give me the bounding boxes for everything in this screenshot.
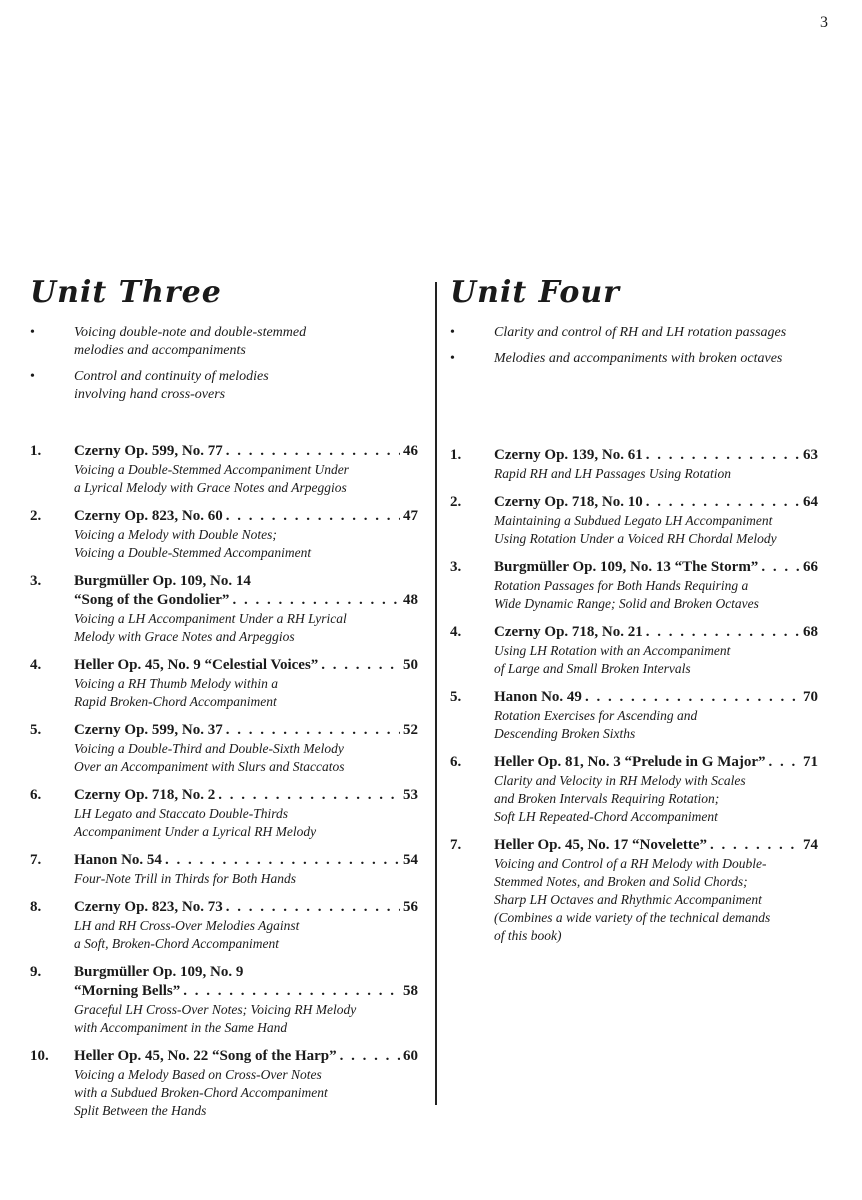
dot-leader [340,1047,400,1066]
dot-leader [226,507,400,526]
unit-three-title: Unit Three [30,275,222,310]
piece-entry [30,572,418,646]
piece-entry [30,851,418,888]
piece-description: Using LH Rotation with an Accompaniment of Large and Small Broken Intervals [494,643,731,676]
piece-description: Rotation Passages for Both Hands Requiring a Wide Dynamic Range; Solid and Broken Octaves [494,578,759,611]
dot-leader [226,442,400,461]
piece-page-number: 58 [403,983,418,999]
piece-title: Hanon No. 49 [494,689,582,705]
piece-description: LH and RH Cross-Over Melodies Against a Soft, Broken-Chord Accompaniment [74,918,300,951]
piece-number: 3. [450,559,462,575]
dot-leader [232,591,400,610]
piece-number: 2. [450,494,462,510]
piece-title: Czerny Op. 139, No. 61 [494,447,643,463]
piece-entry [450,558,818,613]
piece-page-number: 66 [803,559,818,575]
piece-entry [30,786,418,841]
piece-description: Voicing a Double-Stemmed Accompaniment Under a Lyrical Melody with Grace Notes and Arpeggios [74,462,349,495]
piece-description: Rotation Exercises for Ascending and Descending Broken Sixths [494,708,698,741]
piece-entry [450,688,818,743]
piece-title-line [74,982,418,1001]
piece-page-number: 68 [803,624,818,640]
piece-description: Clarity and Velocity in RH Melody with Scales and Broken Intervals Requiring Rotation; Soft LH Repeated-Chord Accompaniment [494,773,746,824]
piece-entry [450,753,818,826]
piece-title-line [74,786,418,805]
piece-entry [30,963,418,1037]
piece-number: 2. [30,508,42,524]
piece-title-line [74,721,418,740]
unit-four-column [450,275,818,955]
piece-number: 3. [30,573,42,589]
piece-number: 6. [30,787,42,803]
dot-leader [226,721,400,740]
goal-item: • Voicing double-note and double-stemmed melodies and accompaniments [30,324,418,360]
goal-item: • Melodies and accompaniments with broken octaves [450,350,818,368]
piece-description: Voicing a Melody Based on Cross-Over Notes with a Subdued Broken-Chord Accompaniment Split Between the Hands [74,1067,328,1118]
page-number: 3 [820,14,828,31]
piece-description: Graceful LH Cross-Over Notes; Voicing RH Melody with Accompaniment in the Same Hand [74,1002,357,1035]
dot-leader [769,753,800,772]
piece-description: Maintaining a Subdued Legato LH Accompaniment Using Rotation Under a Voiced RH Chordal Melody [494,513,777,546]
piece-title-line [494,446,818,465]
column-divider [435,282,437,1105]
piece-number: 9. [30,964,42,980]
piece-page-number: 47 [403,508,418,524]
piece-composer: Burgmüller Op. 109, No. 14 [74,573,251,589]
piece-number: 7. [450,837,462,853]
piece-title: Czerny Op. 718, No. 10 [494,494,643,510]
unit-four-title: Unit Four [450,275,620,310]
piece-page-number: 74 [803,837,818,853]
piece-title: Czerny Op. 823, No. 60 [74,508,223,524]
piece-title-line [494,623,818,642]
goal-item: • Control and continuity of melodies involving hand cross-overs [30,368,418,404]
piece-composer: Burgmüller Op. 109, No. 9 [74,964,244,980]
dot-leader [226,898,400,917]
piece-number: 1. [450,447,462,463]
piece-description: Voicing a RH Thumb Melody within a Rapid Broken-Chord Accompaniment [74,676,278,709]
piece-title: “Morning Bells” [74,983,181,999]
piece-title: Heller Op. 81, No. 3 “Prelude in G Major” [494,754,766,770]
piece-description: Voicing and Control of a RH Melody with Double- Stemmed Notes, and Broken and Solid Chords; Sharp LH Octaves and Rhythmic Accompaniment (Combines a wide variety of the technical demands of this book) [494,856,771,943]
piece-page-number: 52 [403,722,418,738]
piece-page-number: 63 [803,447,818,463]
piece-title: “Song of the Gondolier” [74,592,230,608]
piece-page-number: 64 [803,494,818,510]
piece-number: 4. [30,657,42,673]
piece-entry [30,507,418,562]
piece-number: 7. [30,852,42,868]
piece-title-line [74,656,418,675]
dot-leader [646,493,800,512]
piece-entry [30,1047,418,1120]
piece-number: 10. [30,1048,49,1064]
piece-entry [30,721,418,776]
unit-four-pieces [450,446,818,945]
piece-title: Burgmüller Op. 109, No. 13 “The Storm” [494,559,759,575]
piece-description: Voicing a LH Accompaniment Under a RH Lyrical Melody with Grace Notes and Arpeggios [74,611,347,644]
dot-leader [646,623,800,642]
piece-entry [450,493,818,548]
piece-page-number: 54 [403,852,418,868]
dot-leader [646,446,800,465]
piece-number: 5. [450,689,462,705]
piece-title: Czerny Op. 718, No. 2 [74,787,216,803]
piece-entry [450,623,818,678]
unit-four-goals [450,324,818,368]
piece-page-number: 48 [403,592,418,608]
piece-title: Czerny Op. 823, No. 73 [74,899,223,915]
piece-title-line [494,558,818,577]
piece-title: Heller Op. 45, No. 17 “Novelette” [494,837,708,853]
piece-page-number: 50 [403,657,418,673]
piece-entry [30,898,418,953]
piece-title-line [74,442,418,461]
piece-title: Hanon No. 54 [74,852,162,868]
piece-number: 1. [30,443,42,459]
dot-leader [165,851,400,870]
piece-page-number: 60 [403,1048,418,1064]
dot-leader [585,688,800,707]
piece-title-line [74,507,418,526]
piece-title-line [494,688,818,707]
piece-page-number: 56 [403,899,418,915]
unit-three-column [30,275,418,1130]
goal-item: • Clarity and control of RH and LH rotation passages [450,324,818,342]
unit-three-goals [30,324,418,404]
piece-title: Czerny Op. 599, No. 37 [74,722,223,738]
piece-number: 4. [450,624,462,640]
piece-title-line [494,836,818,855]
dot-leader [183,982,400,1001]
piece-description: Rapid RH and LH Passages Using Rotation [494,466,732,481]
piece-title: Czerny Op. 718, No. 21 [494,624,643,640]
piece-page-number: 46 [403,443,418,459]
piece-title-line [494,493,818,512]
piece-title: Heller Op. 45, No. 22 “Song of the Harp” [74,1048,337,1064]
piece-number: 8. [30,899,42,915]
piece-entry [450,836,818,945]
piece-title: Czerny Op. 599, No. 77 [74,443,223,459]
dot-leader [710,836,800,855]
piece-entry [450,446,818,483]
piece-title-line [74,898,418,917]
piece-description: Voicing a Double-Third and Double-Sixth Melody Over an Accompaniment with Slurs and Staccatos [74,741,345,774]
piece-title-line [74,851,418,870]
piece-title: Heller Op. 45, No. 9 “Celestial Voices” [74,657,319,673]
piece-entry [30,442,418,497]
piece-description: Four-Note Trill in Thirds for Both Hands [74,871,297,886]
dot-leader [761,558,800,577]
piece-page-number: 70 [803,689,818,705]
dot-leader [321,656,400,675]
piece-entry [30,656,418,711]
piece-description: LH Legato and Staccato Double-Thirds Accompaniment Under a Lyrical RH Melody [74,806,317,839]
piece-number: 6. [450,754,462,770]
piece-page-number: 53 [403,787,418,803]
piece-title-line [74,1047,418,1066]
unit-three-pieces [30,442,418,1120]
piece-description: Voicing a Melody with Double Notes; Voicing a Double-Stemmed Accompaniment [74,527,312,560]
piece-number: 5. [30,722,42,738]
piece-title-line [494,753,818,772]
piece-page-number: 71 [803,754,818,770]
piece-title-line [74,591,418,610]
dot-leader [218,786,400,805]
